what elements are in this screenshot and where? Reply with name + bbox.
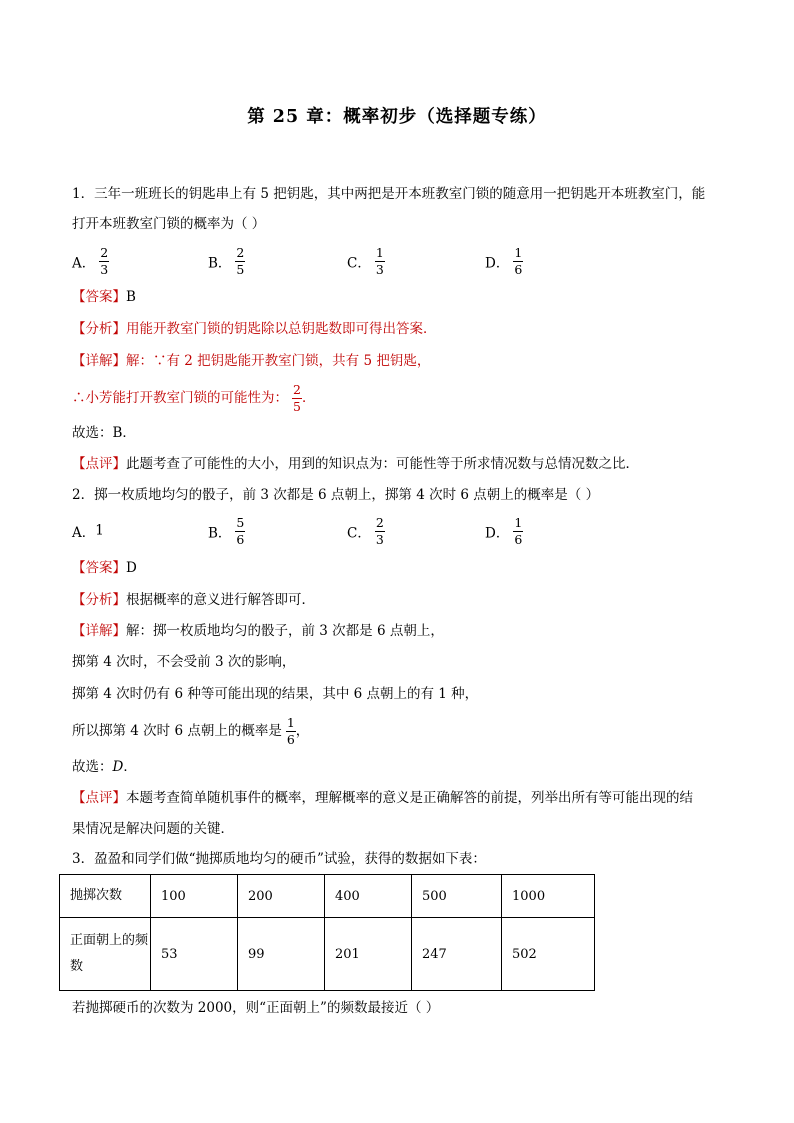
q2-choose: 故选：D． (72, 759, 137, 775)
table-cell: 53 (151, 918, 238, 991)
q2-option-b-fraction: $\frac{5}{6}$ (236, 515, 245, 547)
q2-answer: 【答案】D (72, 560, 137, 576)
q2-option-c-fraction: $\frac{2}{3}$ (375, 515, 384, 547)
q3-followup: 若抛掷硬币的次数为 2000，则“正面朝上”的频数最接近（ ） (72, 1000, 440, 1016)
q2-stem: 2．掷一枚质地均匀的骰子，前 3 次都是 6 点朝上，掷第 4 次时 6 点朝上的概率是（ ） (72, 487, 600, 503)
q1-option-a: A． $\frac{2}{3}$ (72, 245, 109, 277)
q1-option-c-fraction: $\frac{1}{3}$ (375, 245, 384, 277)
q2-option-d: D． $\frac{1}{6}$ (485, 515, 523, 547)
q2-option-b: B． $\frac{5}{6}$ (208, 515, 245, 547)
table-cell: 正面朝上的频数 (60, 918, 151, 991)
q2-option-a: A．1 (72, 522, 104, 541)
q1-option-c: C． $\frac{1}{3}$ (347, 245, 384, 277)
table-cell: 1000 (502, 875, 595, 918)
table-row (60, 918, 595, 991)
table-cell: 200 (238, 875, 325, 918)
q2-detail-line3: 掷第 4 次时仍有 6 种等可能出现的结果，其中 6 点朝上的有 1 种， (72, 686, 479, 702)
table-cell: 500 (412, 875, 502, 918)
q1-answer: 【答案】B (72, 289, 136, 305)
table-cell: 502 (502, 918, 595, 991)
q2-comment: 【点评】本题考查简单随机事件的概率，理解概率的意义是正确解答的前提，列举出所有等可能出现的结 (72, 790, 693, 806)
q2-option-d-fraction: $\frac{1}{6}$ (514, 515, 523, 547)
q1-stem-line2: 打开本班教室门锁的概率为（ ） (72, 216, 266, 232)
q1-option-b: B． $\frac{2}{5}$ (208, 245, 245, 277)
q2-detail: 【详解】解：掷一枚质地均匀的骰子，前 3 次都是 6 点朝上， (72, 623, 444, 639)
q1-option-a-fraction: $\frac{2}{3}$ (100, 245, 109, 277)
q2-detail-line2: 掷第 4 次时，不会受前 3 次的影响， (72, 654, 296, 670)
q2-detail-fraction: $\frac{1}{6}$ (286, 715, 295, 747)
q1-choose: 故选：B． (72, 425, 136, 441)
q2-comment-line2: 果情况是解决问题的关键． (72, 821, 234, 837)
table-row (60, 875, 595, 918)
q1-stem-line1: 1．三年一班班长的钥匙串上有 5 把钥匙，其中两把是开本班教室门锁的随意用一把钥匙开本班教室门，能 (72, 186, 706, 202)
table-cell: 201 (325, 918, 412, 991)
q1-therefore: ∴小芳能打开教室门锁的可能性为： $\frac{2}{5}$ ． (72, 382, 316, 414)
q1-analysis: 【分析】用能开教室门锁的钥匙除以总钥匙数即可得出答案． (72, 321, 437, 337)
q2-option-c: C． $\frac{2}{3}$ (347, 515, 384, 547)
table-cell: 400 (325, 875, 412, 918)
q3-data-table (59, 874, 595, 991)
q1-therefore-fraction: $\frac{2}{5}$ (293, 382, 301, 414)
table-cell: 抛掷次数 (60, 875, 151, 918)
q2-detail-line4: 所以掷第 4 次时 6 点朝上的概率是 $\frac{1}{6}$ ， (72, 715, 310, 747)
page-title: 第 25 章：概率初步（选择题专练） (247, 107, 547, 127)
q1-comment: 【点评】此题考查了可能性的大小，用到的知识点为：可能性等于所求情况数与总情况数之比． (72, 456, 639, 472)
q1-detail: 【详解】解：∵有 2 把钥匙能开教室门锁，共有 5 把钥匙， (72, 353, 431, 369)
q3-stem: 3．盈盈和同学们做“抛掷质地均匀的硬币”试验，获得的数据如下表： (72, 851, 486, 867)
q1-option-d-fraction: $\frac{1}{6}$ (514, 245, 523, 277)
table-cell: 99 (238, 918, 325, 991)
q1-option-d: D． $\frac{1}{6}$ (485, 245, 523, 277)
table-cell: 100 (151, 875, 238, 918)
table-cell: 247 (412, 918, 502, 991)
q2-analysis: 【分析】根据概率的意义进行解答即可． (72, 592, 315, 608)
q1-option-b-fraction: $\frac{2}{5}$ (236, 245, 245, 277)
